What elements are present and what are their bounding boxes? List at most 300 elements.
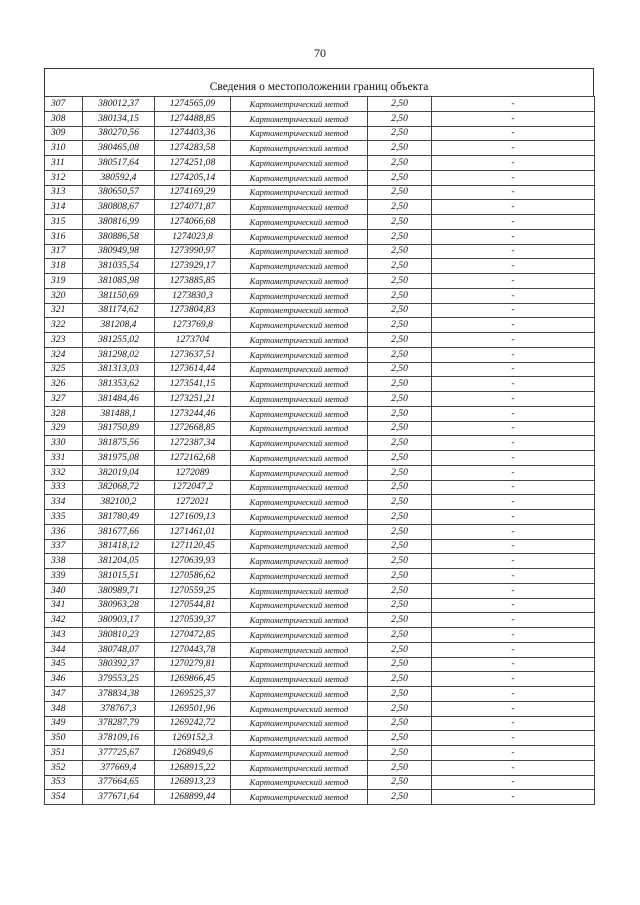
y-coordinate-cell: 1272021 [155, 495, 231, 510]
table-row [45, 746, 595, 761]
point-number-cell: 324 [45, 347, 83, 362]
point-number-cell: 352 [45, 760, 83, 775]
y-coordinate-cell: 1273541,15 [155, 377, 231, 392]
description-cell: - [432, 97, 595, 112]
x-coordinate-cell: 377669,4 [83, 760, 155, 775]
description-cell: - [432, 259, 595, 274]
point-number-cell: 332 [45, 465, 83, 480]
point-number-cell: 325 [45, 362, 83, 377]
x-coordinate-cell: 380963,28 [83, 598, 155, 613]
x-coordinate-cell: 382068,72 [83, 480, 155, 495]
table-row [45, 200, 595, 215]
table-row [45, 687, 595, 702]
y-coordinate-cell: 1273929,17 [155, 259, 231, 274]
description-cell: - [432, 642, 595, 657]
x-coordinate-cell: 382100,2 [83, 495, 155, 510]
x-coordinate-cell: 382019,04 [83, 465, 155, 480]
y-coordinate-cell: 1274205,14 [155, 170, 231, 185]
accuracy-cell: 2,50 [368, 465, 432, 480]
method-cell: Картометрический метод [231, 421, 368, 436]
table-row [45, 362, 595, 377]
x-coordinate-cell: 381488,1 [83, 406, 155, 421]
point-number-cell: 349 [45, 716, 83, 731]
x-coordinate-cell: 380748,07 [83, 642, 155, 657]
description-cell: - [432, 406, 595, 421]
accuracy-cell: 2,50 [368, 185, 432, 200]
y-coordinate-cell: 1271120,45 [155, 539, 231, 554]
accuracy-cell: 2,50 [368, 303, 432, 318]
y-coordinate-cell: 1273637,51 [155, 347, 231, 362]
accuracy-cell: 2,50 [368, 436, 432, 451]
method-cell: Картометрический метод [231, 200, 368, 215]
x-coordinate-cell: 381085,98 [83, 274, 155, 289]
accuracy-cell: 2,50 [368, 141, 432, 156]
x-coordinate-cell: 381418,12 [83, 539, 155, 554]
description-cell: - [432, 244, 595, 259]
description-cell: - [432, 185, 595, 200]
point-number-cell: 343 [45, 628, 83, 643]
table-row [45, 731, 595, 746]
table-row [45, 97, 595, 112]
point-number-cell: 335 [45, 510, 83, 525]
point-number-cell: 342 [45, 613, 83, 628]
y-coordinate-cell: 1269152,3 [155, 731, 231, 746]
method-cell: Картометрический метод [231, 185, 368, 200]
table-row [45, 716, 595, 731]
method-cell: Картометрический метод [231, 141, 368, 156]
point-number-cell: 317 [45, 244, 83, 259]
y-coordinate-cell: 1273244,46 [155, 406, 231, 421]
description-cell: - [432, 613, 595, 628]
method-cell: Картометрический метод [231, 465, 368, 480]
accuracy-cell: 2,50 [368, 333, 432, 348]
accuracy-cell: 2,50 [368, 569, 432, 584]
y-coordinate-cell: 1274403,36 [155, 126, 231, 141]
table-row [45, 347, 595, 362]
point-number-cell: 344 [45, 642, 83, 657]
description-cell: - [432, 657, 595, 672]
description-cell: - [432, 377, 595, 392]
description-cell: - [432, 583, 595, 598]
x-coordinate-cell: 378834,38 [83, 687, 155, 702]
description-cell: - [432, 436, 595, 451]
point-number-cell: 353 [45, 775, 83, 790]
point-number-cell: 345 [45, 657, 83, 672]
method-cell: Картометрический метод [231, 318, 368, 333]
x-coordinate-cell: 381174,62 [83, 303, 155, 318]
method-cell: Картометрический метод [231, 274, 368, 289]
table-row [45, 701, 595, 716]
point-number-cell: 341 [45, 598, 83, 613]
description-cell: - [432, 362, 595, 377]
coordinates-table [44, 96, 595, 805]
point-number-cell: 315 [45, 215, 83, 230]
point-number-cell: 321 [45, 303, 83, 318]
method-cell: Картометрический метод [231, 628, 368, 643]
y-coordinate-cell: 1268915,22 [155, 760, 231, 775]
table-row [45, 156, 595, 171]
y-coordinate-cell: 1274066,68 [155, 215, 231, 230]
method-cell: Картометрический метод [231, 392, 368, 407]
y-coordinate-cell: 1272162,68 [155, 451, 231, 466]
y-coordinate-cell: 1269242,72 [155, 716, 231, 731]
accuracy-cell: 2,50 [368, 377, 432, 392]
y-coordinate-cell: 1274565,09 [155, 97, 231, 112]
point-number-cell: 347 [45, 687, 83, 702]
accuracy-cell: 2,50 [368, 495, 432, 510]
y-coordinate-cell: 1268949,6 [155, 746, 231, 761]
description-cell: - [432, 775, 595, 790]
y-coordinate-cell: 1270639,93 [155, 554, 231, 569]
description-cell: - [432, 510, 595, 525]
x-coordinate-cell: 381208,4 [83, 318, 155, 333]
method-cell: Картометрический метод [231, 613, 368, 628]
accuracy-cell: 2,50 [368, 480, 432, 495]
section-title: Сведения о местоположении границ объекта [209, 81, 429, 93]
y-coordinate-cell: 1273769,8 [155, 318, 231, 333]
accuracy-cell: 2,50 [368, 510, 432, 525]
accuracy-cell: 2,50 [368, 259, 432, 274]
accuracy-cell: 2,50 [368, 200, 432, 215]
table-row [45, 259, 595, 274]
x-coordinate-cell: 381150,69 [83, 288, 155, 303]
y-coordinate-cell: 1269525,37 [155, 687, 231, 702]
y-coordinate-cell: 1271461,01 [155, 524, 231, 539]
point-number-cell: 354 [45, 790, 83, 805]
accuracy-cell: 2,50 [368, 406, 432, 421]
description-cell: - [432, 141, 595, 156]
method-cell: Картометрический метод [231, 170, 368, 185]
x-coordinate-cell: 380392,37 [83, 657, 155, 672]
table-row [45, 274, 595, 289]
point-number-cell: 351 [45, 746, 83, 761]
point-number-cell: 333 [45, 480, 83, 495]
method-cell: Картометрический метод [231, 716, 368, 731]
description-cell: - [432, 215, 595, 230]
table-row [45, 569, 595, 584]
method-cell: Картометрический метод [231, 451, 368, 466]
table-row [45, 495, 595, 510]
accuracy-cell: 2,50 [368, 716, 432, 731]
accuracy-cell: 2,50 [368, 746, 432, 761]
y-coordinate-cell: 1273885,85 [155, 274, 231, 289]
accuracy-cell: 2,50 [368, 672, 432, 687]
accuracy-cell: 2,50 [368, 274, 432, 289]
point-number-cell: 312 [45, 170, 83, 185]
x-coordinate-cell: 381313,03 [83, 362, 155, 377]
x-coordinate-cell: 380134,15 [83, 111, 155, 126]
accuracy-cell: 2,50 [368, 421, 432, 436]
description-cell: - [432, 539, 595, 554]
description-cell: - [432, 598, 595, 613]
description-cell: - [432, 421, 595, 436]
point-number-cell: 326 [45, 377, 83, 392]
x-coordinate-cell: 380886,58 [83, 229, 155, 244]
table-row [45, 657, 595, 672]
x-coordinate-cell: 378767,3 [83, 701, 155, 716]
table-row [45, 613, 595, 628]
point-number-cell: 314 [45, 200, 83, 215]
coordinates-table-body [45, 97, 595, 805]
x-coordinate-cell: 380989,71 [83, 583, 155, 598]
y-coordinate-cell: 1270559,25 [155, 583, 231, 598]
accuracy-cell: 2,50 [368, 790, 432, 805]
x-coordinate-cell: 380012,37 [83, 97, 155, 112]
method-cell: Картометрический метод [231, 156, 368, 171]
method-cell: Картометрический метод [231, 215, 368, 230]
y-coordinate-cell: 1274023,8 [155, 229, 231, 244]
description-cell: - [432, 274, 595, 289]
description-cell: - [432, 229, 595, 244]
point-number-cell: 316 [45, 229, 83, 244]
point-number-cell: 313 [45, 185, 83, 200]
point-number-cell: 340 [45, 583, 83, 598]
y-coordinate-cell: 1270443,78 [155, 642, 231, 657]
y-coordinate-cell: 1273830,3 [155, 288, 231, 303]
table-row [45, 141, 595, 156]
method-cell: Картометрический метод [231, 790, 368, 805]
description-cell: - [432, 672, 595, 687]
table-row [45, 377, 595, 392]
x-coordinate-cell: 381677,66 [83, 524, 155, 539]
table-row [45, 185, 595, 200]
accuracy-cell: 2,50 [368, 170, 432, 185]
method-cell: Картометрический метод [231, 775, 368, 790]
x-coordinate-cell: 377664,65 [83, 775, 155, 790]
y-coordinate-cell: 1270539,37 [155, 613, 231, 628]
description-cell: - [432, 333, 595, 348]
accuracy-cell: 2,50 [368, 687, 432, 702]
point-number-cell: 308 [45, 111, 83, 126]
y-coordinate-cell: 1272089 [155, 465, 231, 480]
boundary-coordinates-sheet [44, 68, 594, 805]
y-coordinate-cell: 1270279,81 [155, 657, 231, 672]
method-cell: Картометрический метод [231, 746, 368, 761]
point-number-cell: 307 [45, 97, 83, 112]
method-cell: Картометрический метод [231, 333, 368, 348]
x-coordinate-cell: 377725,67 [83, 746, 155, 761]
accuracy-cell: 2,50 [368, 215, 432, 230]
accuracy-cell: 2,50 [368, 731, 432, 746]
x-coordinate-cell: 381298,02 [83, 347, 155, 362]
table-row [45, 288, 595, 303]
method-cell: Картометрический метод [231, 510, 368, 525]
method-cell: Картометрический метод [231, 731, 368, 746]
method-cell: Картометрический метод [231, 347, 368, 362]
table-row [45, 421, 595, 436]
table-row [45, 215, 595, 230]
table-row [45, 126, 595, 141]
description-cell: - [432, 687, 595, 702]
table-row [45, 229, 595, 244]
method-cell: Картометрический метод [231, 701, 368, 716]
description-cell: - [432, 200, 595, 215]
method-cell: Картометрический метод [231, 657, 368, 672]
description-cell: - [432, 303, 595, 318]
method-cell: Картометрический метод [231, 539, 368, 554]
accuracy-cell: 2,50 [368, 760, 432, 775]
x-coordinate-cell: 380808,67 [83, 200, 155, 215]
table-row [45, 790, 595, 805]
point-number-cell: 318 [45, 259, 83, 274]
x-coordinate-cell: 380517,64 [83, 156, 155, 171]
point-number-cell: 337 [45, 539, 83, 554]
method-cell: Картометрический метод [231, 569, 368, 584]
description-cell: - [432, 451, 595, 466]
y-coordinate-cell: 1273990,97 [155, 244, 231, 259]
method-cell: Картометрический метод [231, 554, 368, 569]
accuracy-cell: 2,50 [368, 657, 432, 672]
y-coordinate-cell: 1272387,34 [155, 436, 231, 451]
x-coordinate-cell: 380903,17 [83, 613, 155, 628]
table-row [45, 318, 595, 333]
table-row [45, 539, 595, 554]
description-cell: - [432, 156, 595, 171]
method-cell: Картометрический метод [231, 244, 368, 259]
description-cell: - [432, 554, 595, 569]
table-row [45, 642, 595, 657]
description-cell: - [432, 746, 595, 761]
x-coordinate-cell: 380650,57 [83, 185, 155, 200]
method-cell: Картометрический метод [231, 126, 368, 141]
description-cell: - [432, 170, 595, 185]
table-row [45, 672, 595, 687]
table-row [45, 392, 595, 407]
x-coordinate-cell: 380810,23 [83, 628, 155, 643]
method-cell: Картометрический метод [231, 377, 368, 392]
accuracy-cell: 2,50 [368, 539, 432, 554]
point-number-cell: 323 [45, 333, 83, 348]
description-cell: - [432, 628, 595, 643]
x-coordinate-cell: 381035,54 [83, 259, 155, 274]
point-number-cell: 320 [45, 288, 83, 303]
y-coordinate-cell: 1274488,85 [155, 111, 231, 126]
method-cell: Картометрический метод [231, 687, 368, 702]
point-number-cell: 322 [45, 318, 83, 333]
method-cell: Картометрический метод [231, 598, 368, 613]
table-row [45, 775, 595, 790]
accuracy-cell: 2,50 [368, 126, 432, 141]
y-coordinate-cell: 1269501,96 [155, 701, 231, 716]
accuracy-cell: 2,50 [368, 97, 432, 112]
x-coordinate-cell: 381255,02 [83, 333, 155, 348]
description-cell: - [432, 288, 595, 303]
accuracy-cell: 2,50 [368, 583, 432, 598]
method-cell: Картометрический метод [231, 97, 368, 112]
table-row [45, 465, 595, 480]
x-coordinate-cell: 380465,08 [83, 141, 155, 156]
point-number-cell: 336 [45, 524, 83, 539]
table-row [45, 510, 595, 525]
accuracy-cell: 2,50 [368, 156, 432, 171]
table-row [45, 598, 595, 613]
y-coordinate-cell: 1274169,29 [155, 185, 231, 200]
y-coordinate-cell: 1272047,2 [155, 480, 231, 495]
accuracy-cell: 2,50 [368, 554, 432, 569]
accuracy-cell: 2,50 [368, 347, 432, 362]
point-number-cell: 338 [45, 554, 83, 569]
table-row [45, 554, 595, 569]
method-cell: Картометрический метод [231, 303, 368, 318]
table-row [45, 333, 595, 348]
point-number-cell: 348 [45, 701, 83, 716]
accuracy-cell: 2,50 [368, 288, 432, 303]
table-row [45, 436, 595, 451]
y-coordinate-cell: 1270544,81 [155, 598, 231, 613]
x-coordinate-cell: 379553,25 [83, 672, 155, 687]
table-row [45, 303, 595, 318]
accuracy-cell: 2,50 [368, 775, 432, 790]
x-coordinate-cell: 381875,56 [83, 436, 155, 451]
y-coordinate-cell: 1273251,21 [155, 392, 231, 407]
y-coordinate-cell: 1273614,44 [155, 362, 231, 377]
point-number-cell: 310 [45, 141, 83, 156]
point-number-cell: 346 [45, 672, 83, 687]
method-cell: Картометрический метод [231, 111, 368, 126]
x-coordinate-cell: 380816,99 [83, 215, 155, 230]
accuracy-cell: 2,50 [368, 701, 432, 716]
y-coordinate-cell: 1273704 [155, 333, 231, 348]
accuracy-cell: 2,50 [368, 613, 432, 628]
description-cell: - [432, 495, 595, 510]
point-number-cell: 330 [45, 436, 83, 451]
description-cell: - [432, 701, 595, 716]
description-cell: - [432, 111, 595, 126]
x-coordinate-cell: 381204,05 [83, 554, 155, 569]
y-coordinate-cell: 1272668,85 [155, 421, 231, 436]
method-cell: Картометрический метод [231, 672, 368, 687]
method-cell: Картометрический метод [231, 229, 368, 244]
x-coordinate-cell: 377671,64 [83, 790, 155, 805]
table-row [45, 111, 595, 126]
method-cell: Картометрический метод [231, 288, 368, 303]
accuracy-cell: 2,50 [368, 318, 432, 333]
accuracy-cell: 2,50 [368, 362, 432, 377]
method-cell: Картометрический метод [231, 760, 368, 775]
accuracy-cell: 2,50 [368, 598, 432, 613]
point-number-cell: 329 [45, 421, 83, 436]
y-coordinate-cell: 1268913,23 [155, 775, 231, 790]
method-cell: Картометрический метод [231, 495, 368, 510]
table-row [45, 760, 595, 775]
table-row [45, 524, 595, 539]
x-coordinate-cell: 380592,4 [83, 170, 155, 185]
accuracy-cell: 2,50 [368, 451, 432, 466]
y-coordinate-cell: 1270586,62 [155, 569, 231, 584]
point-number-cell: 339 [45, 569, 83, 584]
description-cell: - [432, 126, 595, 141]
description-cell: - [432, 524, 595, 539]
section-title-header [44, 68, 594, 96]
accuracy-cell: 2,50 [368, 111, 432, 126]
description-cell: - [432, 731, 595, 746]
description-cell: - [432, 347, 595, 362]
point-number-cell: 331 [45, 451, 83, 466]
x-coordinate-cell: 381780,49 [83, 510, 155, 525]
point-number-cell: 334 [45, 495, 83, 510]
y-coordinate-cell: 1274071,87 [155, 200, 231, 215]
method-cell: Картометрический метод [231, 436, 368, 451]
table-row [45, 628, 595, 643]
method-cell: Картометрический метод [231, 524, 368, 539]
x-coordinate-cell: 380949,98 [83, 244, 155, 259]
accuracy-cell: 2,50 [368, 628, 432, 643]
method-cell: Картометрический метод [231, 480, 368, 495]
x-coordinate-cell: 378109,16 [83, 731, 155, 746]
y-coordinate-cell: 1274283,58 [155, 141, 231, 156]
description-cell: - [432, 480, 595, 495]
point-number-cell: 328 [45, 406, 83, 421]
